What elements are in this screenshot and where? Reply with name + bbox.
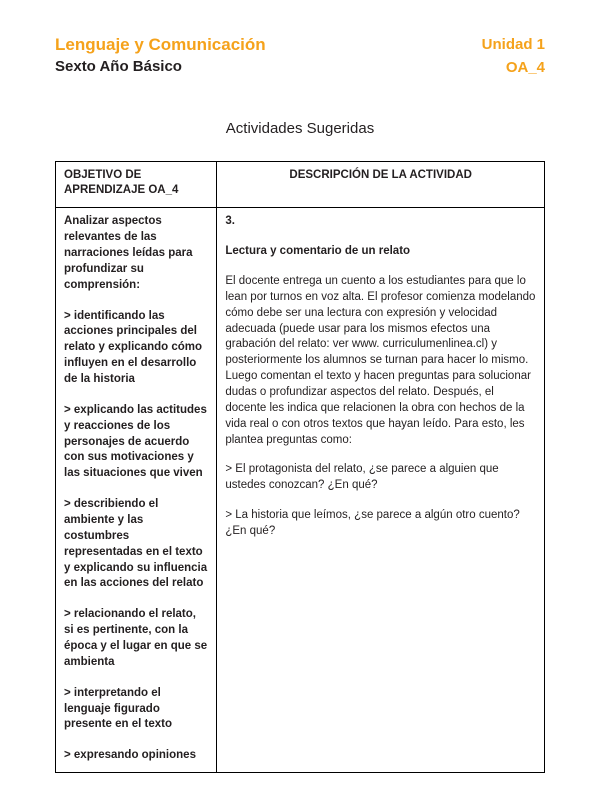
subject-title: Lenguaje y Comunicación bbox=[55, 35, 266, 54]
activity-cell bbox=[217, 208, 545, 773]
objective-item: > relacionando el relato, si es pertinente, con la época y el lugar en que se ambienta bbox=[64, 608, 208, 668]
page-title: Actividades Sugeridas bbox=[225, 119, 375, 137]
table-header-row bbox=[56, 161, 545, 208]
objective-item: > identificando las acciones principales del relato y explicando cómo influyen en el desarrollo de la historia bbox=[64, 309, 203, 385]
objective-item: > interpretando el lenguaje figurado presente en el texto bbox=[64, 686, 173, 731]
description-header-cell: DESCRIPCIÓN DE LA ACTIVIDAD bbox=[217, 161, 545, 208]
header-left bbox=[55, 34, 266, 77]
oa-label: OA_4 bbox=[505, 58, 545, 76]
objective-intro: Analizar aspectos relevantes de las narraciones leídas para profundizar su comprensión: bbox=[64, 215, 193, 291]
activities-table bbox=[55, 161, 545, 774]
grade-label: Sexto Año Básico bbox=[55, 57, 182, 75]
unit-label: Unidad 1 bbox=[481, 36, 545, 53]
table-body-row bbox=[56, 208, 545, 773]
objective-item: > explicando las actitudes y reacciones de los personajes de acuerdo con sus motivaciones y las situaciones que viven bbox=[64, 403, 207, 480]
objective-item: > describiendo el ambiente y las costumbres representadas en el texto y explicando su influencia en las acciones del relato bbox=[64, 498, 208, 590]
activity-question: > La historia que leímos, ¿se parece a algún otro cuento? ¿En qué? bbox=[225, 509, 520, 537]
activity-title: Lectura y comentario de un relato bbox=[225, 245, 411, 258]
objective-header-cell: OBJETIVO DE APRENDIZAJE OA_4 bbox=[56, 161, 217, 208]
header-right bbox=[482, 34, 545, 78]
activity-body: El docente entrega un cuento a los estudiantes para que lo lean por turnos en voz alta. El profesor comienza modelando cómo debe ser una lectura con expresión y velocidad adecuada (puede usar para los mismos efectos una grabación del relato: ver www. curriculumenlinea.cl) y posteriormente los alumnos se turnan para hacer lo mismo. Luego comentan el texto y hacen preguntas para solucionar dudas o profundizar aspectos del relato. Después, el docente les indica que relacionen la obra con hechos de la vida real o con otros textos que hayan leído. Para esto, les plantea preguntas como: bbox=[225, 274, 536, 446]
objective-item: > expresando opiniones bbox=[64, 749, 196, 762]
activity-number: 3. bbox=[225, 215, 235, 228]
document-header bbox=[55, 34, 545, 78]
activity-question: > El protagonista del relato, ¿se parece a alguien que ustedes conozcan? ¿En qué? bbox=[225, 463, 499, 492]
objective-cell bbox=[56, 208, 217, 773]
